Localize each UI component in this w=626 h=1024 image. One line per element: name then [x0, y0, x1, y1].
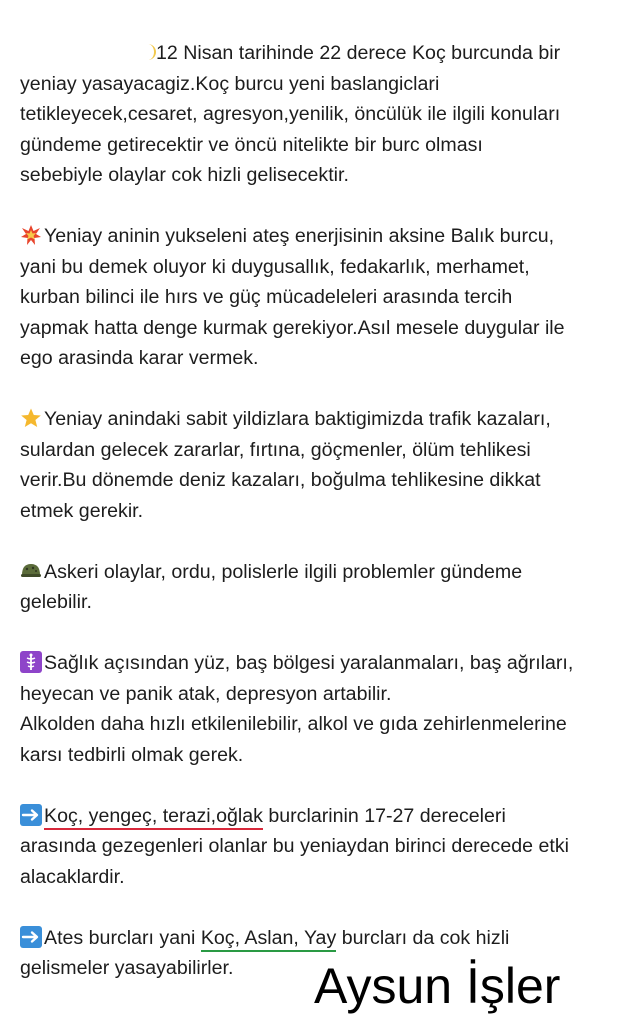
- right-arrow-icon: [20, 926, 42, 948]
- text-line: Sağlık açısından yüz, baş bölgesi yaralanmaları, baş ağrıları,: [20, 648, 620, 679]
- text-line: Ates burcları yani Koç, Aslan, Yay burcları da cok hizli: [20, 923, 620, 954]
- text-line: Yeniay anindaki sabit yildizlara baktigimizda trafik kazaları,: [20, 404, 620, 435]
- text-line: Yeniay aninin yukseleni ateş enerjisinin aksine Balık burcu,: [20, 221, 620, 252]
- text-line: verir.Bu dönemde deniz kazaları, boğulma tehlikesine dikkat: [20, 469, 541, 491]
- paragraph-ascendant-pisces: [20, 221, 620, 374]
- document-body: [20, 38, 620, 1014]
- text-line: kurban bilinci ile hırs ve güç mücadeleleri arasında tercih: [20, 286, 513, 308]
- text-line: Koç, yengeç, terazi,oğlak burclarinin 17-27 dereceleri: [20, 801, 620, 832]
- medical-symbol-icon: [20, 651, 42, 673]
- text-line: yeniay yasayacagiz.Koç burcu yeni baslangiclari: [20, 72, 440, 95]
- text-line: etmek gerekir.: [20, 499, 144, 522]
- text-line: sulardan gelecek zararlar, fırtına, göçmenler, ölüm tehlikesi: [20, 438, 531, 461]
- text-line: tetikleyecek,cesaret, agresyon,yenilik, öncülük ile ilgili konuları: [20, 103, 561, 125]
- text-line: sebebiyle olaylar cok hizli gelisecektir.: [20, 164, 349, 186]
- paragraph-affected-signs: [20, 801, 620, 893]
- text-line: yapmak hatta denge kurmak gerekiyor.Asıl mesele duygular ile: [20, 316, 565, 339]
- text-line: gelismeler yasayabilirler.: [20, 957, 234, 979]
- star-icon: [20, 407, 42, 429]
- highlighted-signs-red: Koç, yengeç, terazi,oğlak: [44, 805, 263, 830]
- text-line: 12 Nisan tarihinde 22 derece Koç burcunda bir: [20, 38, 620, 69]
- text-line: alacaklardir.: [20, 865, 125, 888]
- author-signature: Aysun İşler: [314, 958, 561, 1014]
- right-arrow-icon: [20, 804, 42, 826]
- text-line: Askeri olaylar, ordu, polislerle ilgili problemler gündeme: [20, 557, 620, 588]
- paragraph-new-moon-aries: [20, 38, 620, 191]
- explosion-icon: [20, 224, 42, 246]
- text-line: yani bu demek oluyor ki duygusallık, fedakarlık, merhamet,: [20, 255, 530, 278]
- text-line: Alkolden daha hızlı etkilenilebilir, alkol ve gıda zehirlenmelerine: [20, 713, 567, 735]
- text-line: karsı tedbirli olmak gerek.: [20, 743, 244, 766]
- crescent-moon-icon: [146, 40, 156, 58]
- text-line: heyecan ve panik atak, depresyon artabilir.: [20, 682, 392, 705]
- military-helmet-icon: [20, 560, 42, 582]
- paragraph-military: [20, 557, 620, 618]
- text-line: gelebilir.: [20, 591, 92, 613]
- highlighted-signs-green: Koç, Aslan, Yay: [201, 927, 336, 952]
- text-line: gündeme getirecektir ve öncü nitelikte bir burc olması: [20, 133, 483, 156]
- text-line: ego arasinda karar vermek.: [20, 347, 259, 369]
- paragraph-fixed-stars: [20, 404, 620, 526]
- paragraph-health: [20, 648, 620, 770]
- text-line: arasında gezegenleri olanlar bu yeniaydan birinci derecede etki: [20, 835, 569, 857]
